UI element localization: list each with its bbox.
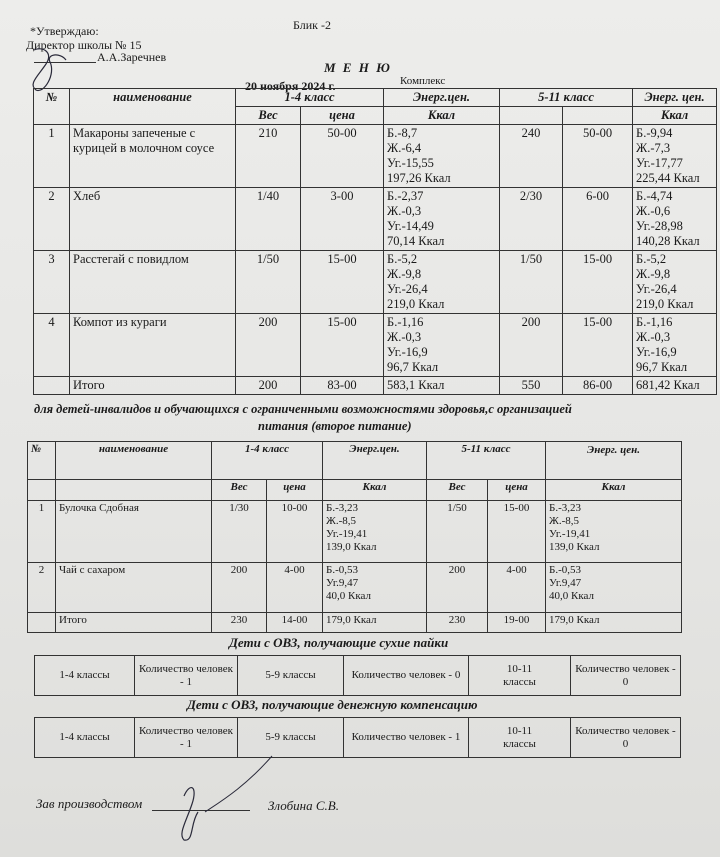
nutrient-fat: Ж.-0,6 [636,204,671,218]
dry-rations-row [35,656,681,696]
table-row [34,188,717,251]
nutrient-fat: Ж.-7,3 [636,141,671,155]
nutrient-kcal: 96,7 Ккал [636,360,688,374]
total-weight-1: 200 [236,377,301,395]
row-weight-2: 240 [500,125,563,188]
dry-count-10-11: Количество человек - 0 [571,656,681,696]
row-price-1: 10-00 [267,501,323,563]
total-weight-2: 230 [427,613,488,633]
total-weight-2: 550 [500,377,563,395]
table-row [34,251,717,314]
total-energy-1: 179,0 Ккал [323,613,427,633]
total-energy-1: 583,1 Ккал [384,377,500,395]
row-num: 1 [28,501,56,563]
money-count-10-11: Количество человек - 0 [571,718,681,758]
nutrient-kcal: 140,28 Ккал [636,234,700,248]
header-kcal-2: Ккал [633,107,717,125]
header-price-1: цена [301,107,384,125]
nutrient-kcal: 197,26 Ккал [387,171,451,185]
row-price-2: 50-00 [563,125,633,188]
row-weight-1: 1/30 [212,501,267,563]
table-header-row [34,89,717,107]
nutrient-protein: Б.-0,53 [326,564,358,576]
dry-count-1-4: Количество человек - 1 [135,656,238,696]
row-num: 2 [28,563,56,613]
nutrient-kcal: 219,0 Ккал [387,297,445,311]
nutrient-protein: Б.-2,37 [387,189,424,203]
nutrient-fat: Ж.-0,3 [387,204,422,218]
nutrient-carbs: Уг.-16,9 [387,345,428,359]
total-energy-2: 179,0 Ккал [546,613,682,633]
total-energy-2: 681,42 Ккал [633,377,717,395]
nutrient-fat: Ж.-8,5 [549,515,580,527]
row-name: Булочка Сдобная [56,501,212,563]
nutrient-kcal: 96,7 Ккал [387,360,439,374]
header-name: наименование [56,442,212,480]
row-energy-2 [633,314,717,377]
row-name: Чай с сахаром [56,563,212,613]
row-energy-1 [323,501,427,563]
money-grade-10-11: 10-11 классы [469,718,571,758]
nutrient-carbs: Уг.-17,77 [636,156,683,170]
director-label: Директор школы № 15 [26,38,142,52]
director-name: А.А.Заречнев [97,50,167,64]
nutrient-fat: Ж.-0,3 [387,330,422,344]
footer-name: Злобина С.В. [268,798,339,813]
menu-date: 20 ноября 2024 г. [245,79,336,93]
money-comp-table [34,717,681,758]
header-energy-2: Энерг. цен. [633,89,717,107]
row-energy-1 [384,251,500,314]
row-energy-2 [633,188,717,251]
nutrient-kcal: 40,0 Ккал [326,590,371,602]
row-weight-1: 1/50 [236,251,301,314]
table-row [34,314,717,377]
section2-title-line1: для детей-инвалидов и обучающихся с ограниченными возможностями здоровья,с организацией [34,402,572,416]
row-energy-1 [384,188,500,251]
row-price-2: 15-00 [563,314,633,377]
nutrient-carbs: Уг.9,47 [549,577,582,589]
page-title: М Е Н Ю [324,60,392,75]
total-row [28,613,682,633]
menu-table [33,88,717,395]
row-name: Макароны запеченые с курицей в молочном соусе [70,125,236,188]
header-weight-1: Вес [212,480,267,501]
table-subheader-row [28,480,682,501]
row-price-2: 6-00 [563,188,633,251]
row-energy-2 [546,501,682,563]
nutrient-carbs: Уг.-26,4 [636,282,677,296]
total-price-1: 14-00 [267,613,323,633]
money-comp-row [35,718,681,758]
nutrient-protein: Б.-3,23 [326,502,358,514]
header-price-2: цена [488,480,546,501]
nutrient-fat: Ж.-0,3 [636,330,671,344]
money-comp-title: Дети с ОВЗ, получающие денежную компенсацию [187,697,478,712]
table-row [28,501,682,563]
header-kcal-1: Ккал [384,107,500,125]
total-label: Итого [56,613,212,633]
nutrient-carbs: Уг.-14,49 [387,219,434,233]
dry-rations-title: Дети с ОВЗ, получающие сухие пайки [229,635,449,650]
nutrient-kcal: 139,0 Ккал [326,541,377,553]
row-energy-1 [384,125,500,188]
header-name: наименование [70,89,236,125]
header-energy-1: Энерг.цен. [323,442,427,480]
table-row [28,563,682,613]
nutrient-fat: Ж.-9,8 [387,267,422,281]
dry-grade-5-9: 5-9 классы [238,656,344,696]
header-price-1: цена [267,480,323,501]
row-name: Хлеб [70,188,236,251]
money-grade-5-9: 5-9 классы [238,718,344,758]
row-name: Компот из кураги [70,314,236,377]
row-energy-1 [323,563,427,613]
header-kcal-2: Ккал [546,480,682,501]
total-price-1: 83-00 [301,377,384,395]
header-num: № [34,89,70,125]
section2-title-line2: питания (второе питание) [258,419,412,433]
row-price-1: 15-00 [301,251,384,314]
approve-label: *Утверждаю: [30,24,99,38]
row-weight-2: 1/50 [500,251,563,314]
row-weight-1: 200 [212,563,267,613]
row-price-1: 50-00 [301,125,384,188]
row-price-2: 4-00 [488,563,546,613]
nutrient-carbs: Уг.-26,4 [387,282,428,296]
header-weight-2: Вес [427,480,488,501]
row-price-2: 15-00 [488,501,546,563]
row-num: 4 [34,314,70,377]
row-weight-1: 210 [236,125,301,188]
nutrient-protein: Б.-1,16 [636,315,673,329]
row-weight-2: 2/30 [500,188,563,251]
table-row [34,125,717,188]
nutrient-protein: Б.-5,2 [636,252,667,266]
nutrient-carbs: Уг.-16,9 [636,345,677,359]
header-num: № [28,442,56,480]
row-weight-2: 200 [500,314,563,377]
total-label: Итого [70,377,236,395]
total-price-2: 19-00 [488,613,546,633]
total-blank [34,377,70,395]
nutrient-carbs: Уг.-28,98 [636,219,683,233]
dry-grade-10-11: 10-11 классы [469,656,571,696]
nutrient-fat: Ж.-9,8 [636,267,671,281]
row-num: 3 [34,251,70,314]
nutrient-fat: Ж.-8,5 [326,515,357,527]
header-grade-5-11: 5-11 класс [427,442,546,480]
nutrient-kcal: 139,0 Ккал [549,541,600,553]
header-grade-1-4: 1-4 класс [212,442,323,480]
nutrient-carbs: Уг.-19,41 [549,528,591,540]
total-blank [28,613,56,633]
total-row [34,377,717,395]
nutrient-kcal: 225,44 Ккал [636,171,700,185]
row-weight-1: 200 [236,314,301,377]
header-energy-1: Энерг.цен. [384,89,500,107]
total-price-2: 86-00 [563,377,633,395]
nutrient-protein: Б.-0,53 [549,564,581,576]
row-energy-2 [633,251,717,314]
row-weight-1: 1/40 [236,188,301,251]
nutrient-carbs: Уг.9,47 [326,577,359,589]
nutrient-kcal: 40,0 Ккал [549,590,594,602]
row-price-1: 15-00 [301,314,384,377]
nutrient-protein: Б.-5,2 [387,252,418,266]
row-price-1: 4-00 [267,563,323,613]
nutrient-carbs: Уг.-15,55 [387,156,434,170]
money-grade-1-4: 1-4 классы [35,718,135,758]
header-weight-1: Вес [236,107,301,125]
dry-grade-1-4: 1-4 классы [35,656,135,696]
money-count-1-4: Количество человек - 1 [135,718,238,758]
header-energy-2: Энерг. цен. [546,442,682,480]
header-blank-1 [28,480,56,501]
nutrient-protein: Б.-1,16 [387,315,424,329]
table-header-row [28,442,682,480]
row-price-1: 3-00 [301,188,384,251]
footer-signature [150,752,280,847]
money-count-5-9: Количество человек - 1 [344,718,469,758]
footer-role: Зав производством [36,796,143,811]
row-num: 2 [34,188,70,251]
nutrient-protein: Б.-4,74 [636,189,673,203]
header-blank-2 [56,480,212,501]
nutrient-protein: Б.-3,23 [549,502,581,514]
dry-rations-table [34,655,681,696]
row-energy-2 [546,563,682,613]
nutrient-kcal: 219,0 Ккал [636,297,694,311]
total-weight-1: 230 [212,613,267,633]
row-energy-2 [633,125,717,188]
dry-count-5-9: Количество человек - 0 [344,656,469,696]
row-energy-1 [384,314,500,377]
nutrient-carbs: Уг.-19,41 [326,528,368,540]
header-grade-5-11: 5-11 класс [500,89,633,107]
header-blank-1 [500,107,563,125]
row-name: Расстегай с повидлом [70,251,236,314]
nutrient-kcal: 70,14 Ккал [387,234,445,248]
header-blank-2 [563,107,633,125]
header-kcal-1: Ккал [323,480,427,501]
nutrient-protein: Б.-8,7 [387,126,418,140]
row-num: 1 [34,125,70,188]
row-weight-2: 1/50 [427,501,488,563]
header-grade-1-4: 1-4 класс [236,89,384,107]
second-meal-table [27,441,682,633]
complex-label: Комплекс [400,75,446,87]
form-label: Блик -2 [293,18,331,32]
nutrient-protein: Б.-9,94 [636,126,673,140]
row-price-2: 15-00 [563,251,633,314]
row-weight-2: 200 [427,563,488,613]
nutrient-fat: Ж.-6,4 [387,141,422,155]
